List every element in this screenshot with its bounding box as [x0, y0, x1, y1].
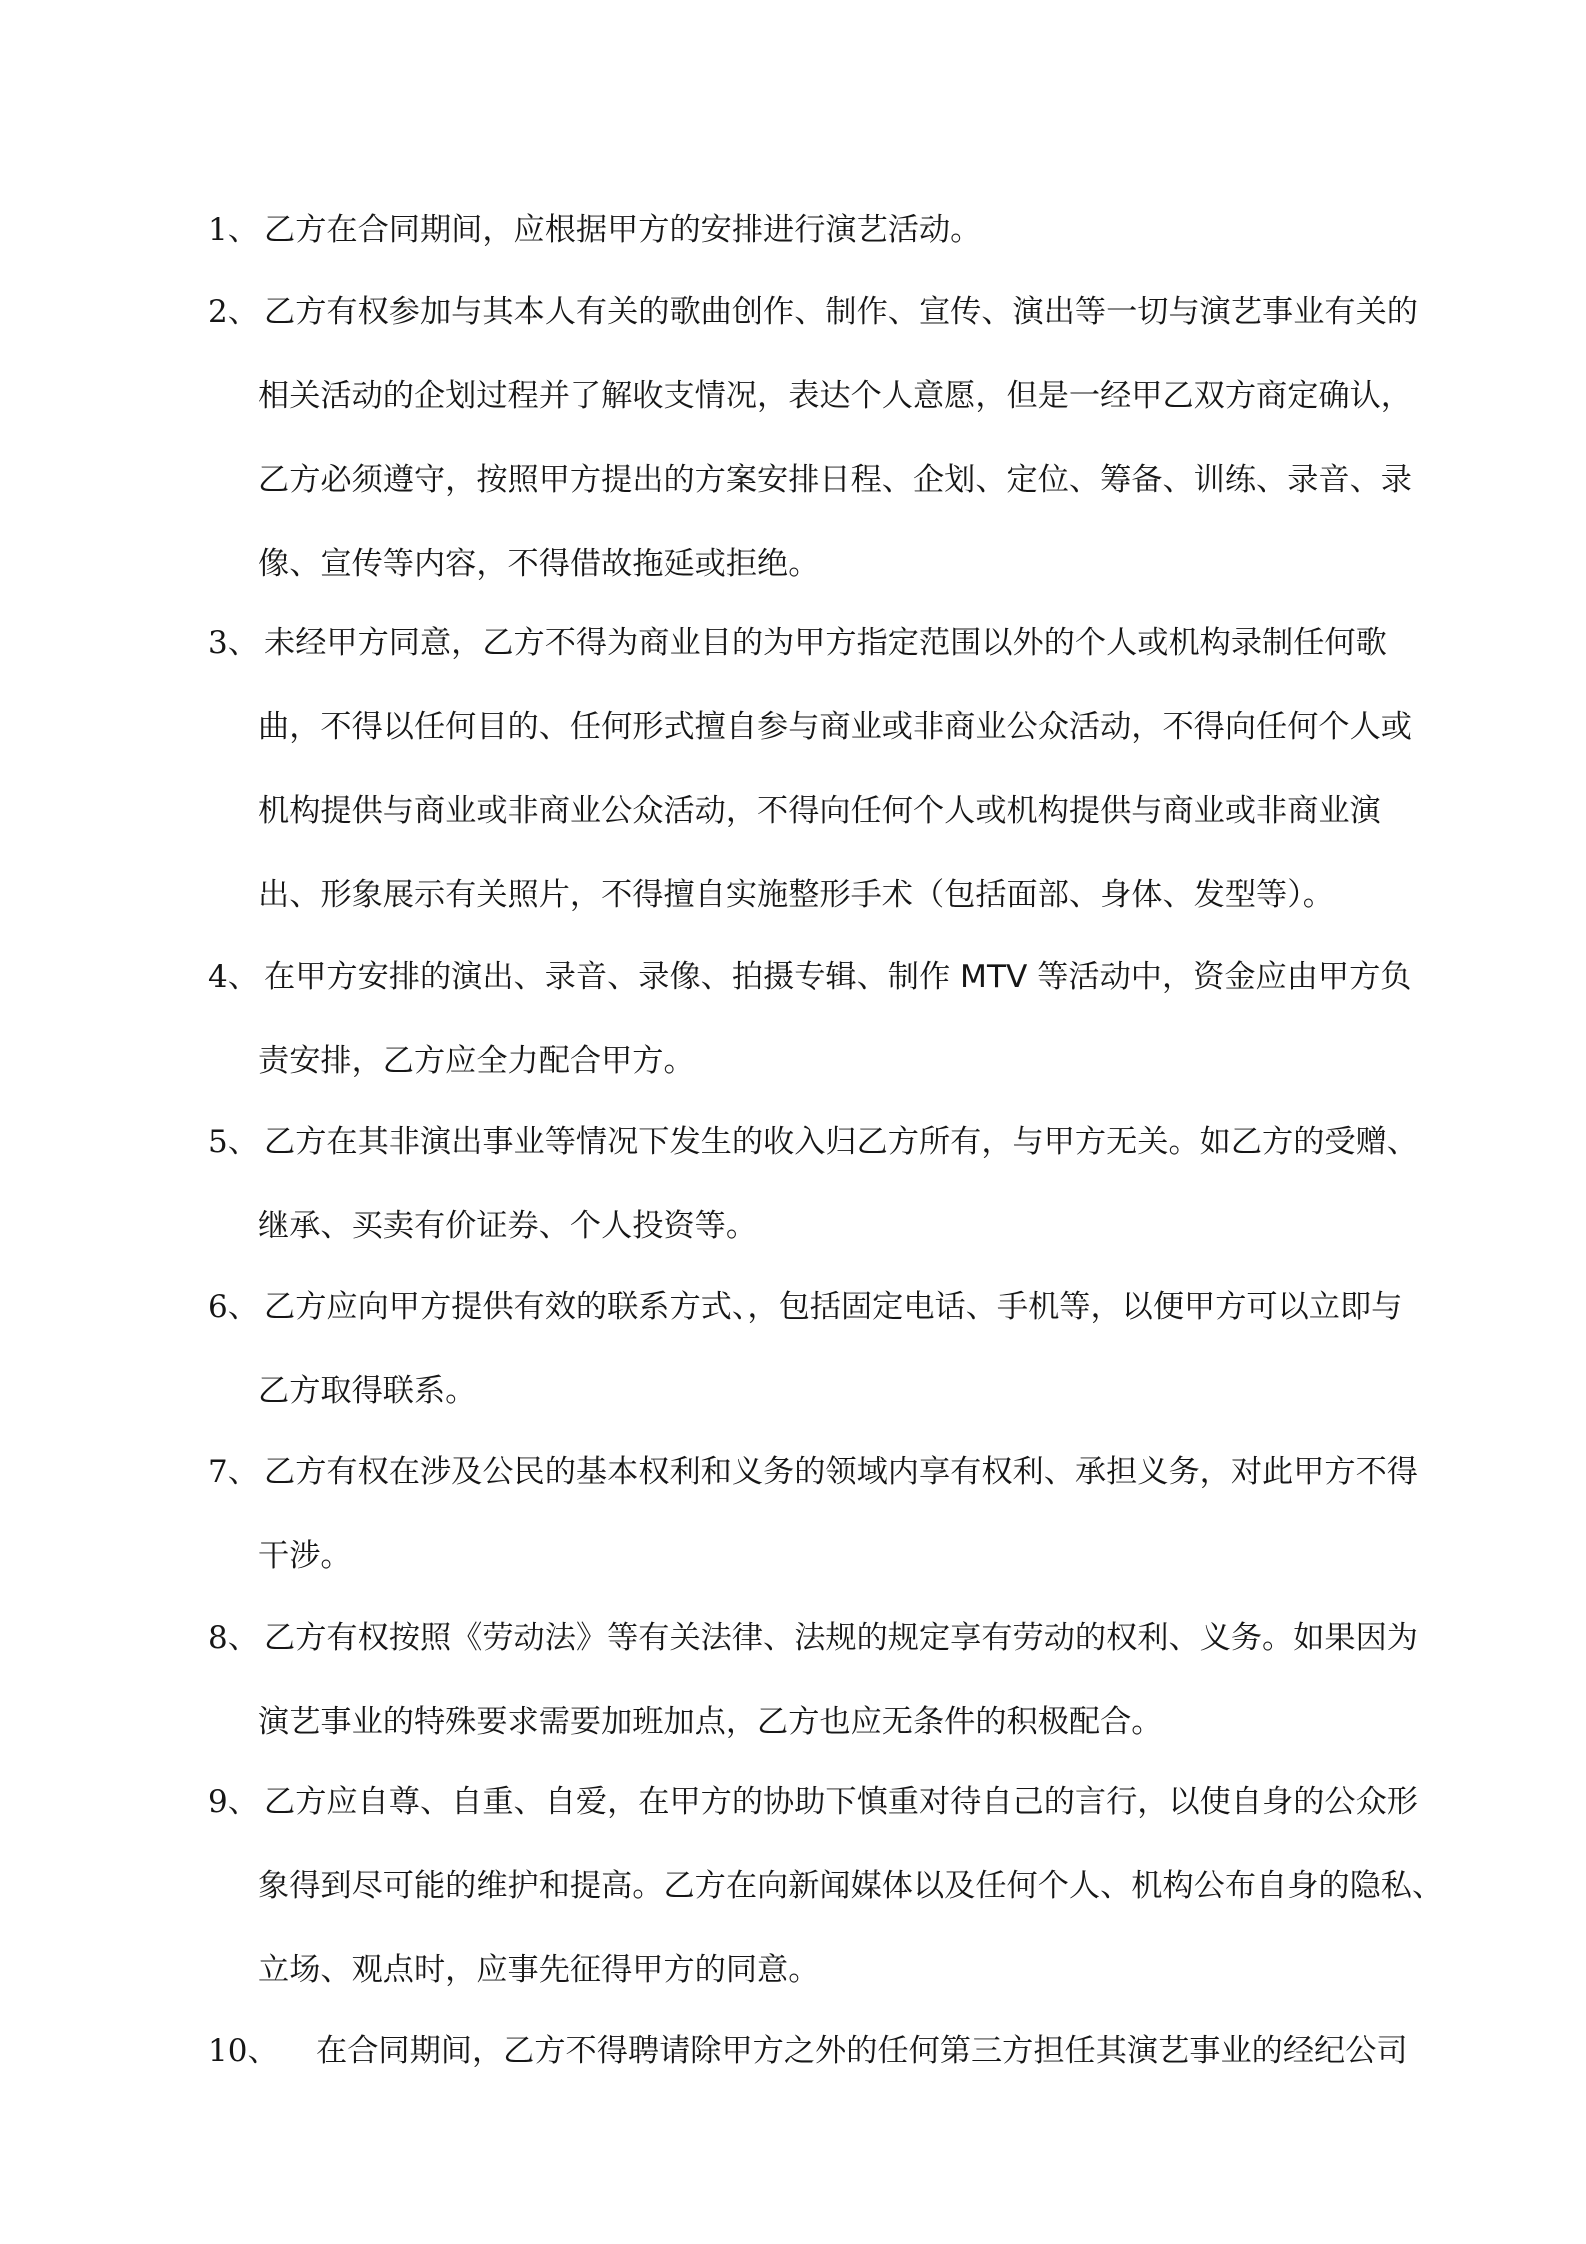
clause-3 — [0, 601, 1586, 937]
clause-number: 10、 — [208, 2033, 279, 2069]
clause-4 — [0, 935, 1586, 1103]
clause-number: 2、 — [208, 294, 259, 330]
clause-number: 1、 — [208, 212, 259, 248]
clause-5 — [0, 1100, 1586, 1268]
clause-line: 乙方在其非演出事业等情况下发生的收入归乙方所有，与甲方无关。如乙方的受赠、 — [264, 1124, 1418, 1160]
clause-line: 乙方有权按照《劳动法》等有关法律、法规的规定享有劳动的权利、义务。如果因为 — [264, 1620, 1418, 1656]
clause-line: 乙方应向甲方提供有效的联系方式、，包括固定电话、手机等，以便甲方可以立即与 — [264, 1289, 1403, 1325]
clause-text — [258, 2009, 1438, 2093]
clause-2 — [0, 270, 1586, 606]
clause-line: 责安排，乙方应全力配合甲方。 — [258, 1043, 695, 1079]
clause-line: 像、宣传等内容，不得借故拖延或拒绝。 — [258, 546, 820, 582]
clause-7 — [0, 1430, 1586, 1598]
clause-line: 相关活动的企划过程并了解收支情况，表达个人意愿，但是一经甲乙双方商定确认， — [258, 378, 1412, 414]
clause-line: 曲，不得以任何目的、任何形式擅自参与商业或非商业公众活动，不得向任何个人或 — [258, 709, 1412, 745]
clause-6 — [0, 1265, 1586, 1433]
clause-number: 5、 — [208, 1124, 259, 1160]
clause-line: 在甲方安排的演出、录音、录像、拍摄专辑、制作 MTV 等活动中，资金应由甲方负 — [264, 959, 1412, 995]
clause-line: 干涉。 — [258, 1538, 352, 1574]
clause-line: 立场、观点时，应事先征得甲方的同意。 — [258, 1952, 820, 1988]
clause-text — [258, 1760, 1444, 2012]
clause-number: 7、 — [208, 1454, 259, 1490]
clause-text — [258, 1100, 1438, 1268]
clause-text — [258, 601, 1438, 937]
clause-line: 象得到尽可能的维护和提高。乙方在向新闻媒体以及任何个人、机构公布自身的隐私、 — [258, 1868, 1444, 1904]
clause-line: 演艺事业的特殊要求需要加班加点，乙方也应无条件的积极配合。 — [258, 1704, 1163, 1740]
clause-text — [258, 1265, 1438, 1433]
clause-text — [258, 935, 1438, 1103]
clause-number: 3、 — [208, 625, 259, 661]
clause-line: 乙方有权在涉及公民的基本权利和义务的领域内享有权利、承担义务，对此甲方不得 — [264, 1454, 1418, 1490]
clause-line: 乙方应自尊、自重、自爱，在甲方的协助下慎重对待自己的言行，以使自身的公众形 — [264, 1784, 1418, 1820]
clause-line: 继承、买卖有价证券、个人投资等。 — [258, 1208, 758, 1244]
clause-text — [258, 1596, 1438, 1764]
clause-number: 4、 — [208, 959, 259, 995]
clause-line: 乙方必须遵守，按照甲方提出的方案安排日程、企划、定位、筹备、训练、录音、录 — [258, 462, 1412, 498]
clause-10 — [0, 2009, 1586, 2093]
clause-8 — [0, 1596, 1586, 1764]
clause-9 — [0, 1760, 1586, 2012]
clause-number: 6、 — [208, 1289, 259, 1325]
clause-number: 8、 — [208, 1620, 259, 1656]
clause-line: 乙方有权参加与其本人有关的歌曲创作、制作、宣传、演出等一切与演艺事业有关的 — [264, 294, 1418, 330]
clause-text — [258, 270, 1438, 606]
clause-number: 9、 — [208, 1784, 259, 1820]
clause-line: 机构提供与商业或非商业公众活动，不得向任何个人或机构提供与商业或非商业演 — [258, 793, 1381, 829]
clause-text — [258, 1430, 1438, 1598]
clause-1 — [0, 188, 1586, 272]
clause-line: 未经甲方同意，乙方不得为商业目的为甲方指定范围以外的个人或机构录制任何歌 — [264, 625, 1387, 661]
clause-line: 乙方在合同期间，应根据甲方的安排进行演艺活动。 — [264, 212, 982, 248]
clause-text — [258, 188, 1438, 272]
clause-line: 出、形象展示有关照片，不得擅自实施整形手术（包括面部、身体、发型等）。 — [258, 877, 1334, 913]
clause-line: 在合同期间，乙方不得聘请除甲方之外的任何第三方担任其演艺事业的经纪公司 — [316, 2033, 1408, 2069]
clause-line: 乙方取得联系。 — [258, 1373, 477, 1409]
